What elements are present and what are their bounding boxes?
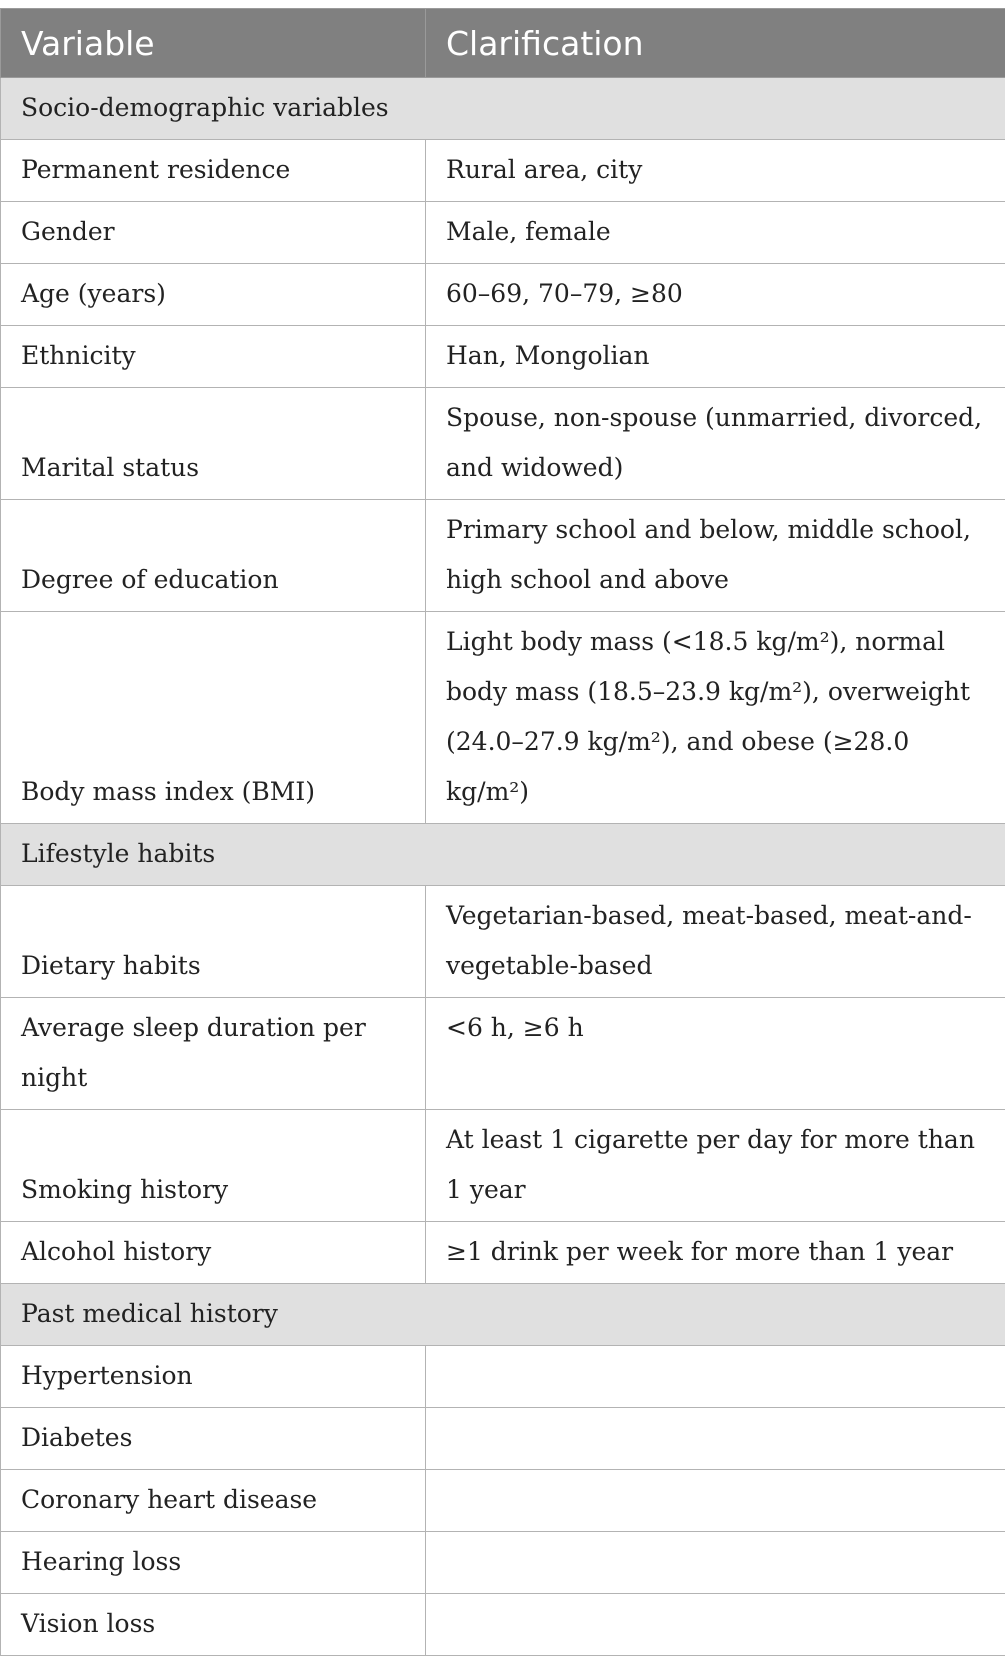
variable-cell: Dietary habits bbox=[1, 886, 426, 998]
table-row bbox=[1, 998, 1005, 1110]
clarification-cell: Primary school and below, middle school, high school and above bbox=[426, 500, 1005, 612]
variable-cell: Body mass index (BMI) bbox=[1, 612, 426, 824]
section-title: Socio-demographic variables bbox=[1, 78, 1005, 140]
clarification-cell bbox=[426, 1470, 1005, 1532]
clarification-cell bbox=[426, 1346, 1005, 1408]
section-row bbox=[1, 78, 1005, 140]
section-title: Lifestyle habits bbox=[1, 824, 1005, 886]
table-header-row bbox=[1, 9, 1005, 78]
variable-cell: Diabetes bbox=[1, 1408, 426, 1470]
header-variable: Variable bbox=[1, 9, 426, 78]
table-row bbox=[1, 1222, 1005, 1284]
variable-cell: Age (years) bbox=[1, 264, 426, 326]
variable-cell: Vision loss bbox=[1, 1594, 426, 1656]
table-row bbox=[1, 1470, 1005, 1532]
variable-cell: Marital status bbox=[1, 388, 426, 500]
clarification-cell: <6 h, ≥6 h bbox=[426, 998, 1005, 1110]
table-row bbox=[1, 1408, 1005, 1470]
table-row bbox=[1, 326, 1005, 388]
variable-cell: Smoking history bbox=[1, 1110, 426, 1222]
clarification-cell: Vegetarian-based, meat-based, meat-and-vegetable-based bbox=[426, 886, 1005, 998]
table-row bbox=[1, 140, 1005, 202]
clarification-cell: Spouse, non-spouse (unmarried, divorced, and widowed) bbox=[426, 388, 1005, 500]
clarification-cell: Rural area, city bbox=[426, 140, 1005, 202]
clarification-cell: Male, female bbox=[426, 202, 1005, 264]
variable-cell: Degree of education bbox=[1, 500, 426, 612]
clarification-cell: 60–69, 70–79, ≥80 bbox=[426, 264, 1005, 326]
table-row bbox=[1, 388, 1005, 500]
variable-cell: Coronary heart disease bbox=[1, 1470, 426, 1532]
table-row bbox=[1, 612, 1005, 824]
section-row bbox=[1, 1284, 1005, 1346]
clarification-cell: Han, Mongolian bbox=[426, 326, 1005, 388]
section-row bbox=[1, 824, 1005, 886]
variable-cell: Alcohol history bbox=[1, 1222, 426, 1284]
table-row bbox=[1, 1346, 1005, 1408]
clarification-cell: Light body mass (<18.5 kg/m²), normal body mass (18.5–23.9 kg/m²), overweight (24.0–27.9 kg/m²), and obese (≥28.0 kg/m²) bbox=[426, 612, 1005, 824]
variable-cell: Hearing loss bbox=[1, 1532, 426, 1594]
clarification-cell bbox=[426, 1408, 1005, 1470]
variable-cell: Average sleep duration per night bbox=[1, 998, 426, 1110]
variable-cell: Permanent residence bbox=[1, 140, 426, 202]
table-row bbox=[1, 1594, 1005, 1656]
variable-cell: Hypertension bbox=[1, 1346, 426, 1408]
clarification-cell: At least 1 cigarette per day for more than 1 year bbox=[426, 1110, 1005, 1222]
table-row bbox=[1, 500, 1005, 612]
clarification-cell: ≥1 drink per week for more than 1 year bbox=[426, 1222, 1005, 1284]
table-row bbox=[1, 1110, 1005, 1222]
variable-cell: Gender bbox=[1, 202, 426, 264]
variable-cell: Ethnicity bbox=[1, 326, 426, 388]
table-row bbox=[1, 264, 1005, 326]
variables-table bbox=[0, 8, 1005, 1656]
table-row bbox=[1, 886, 1005, 998]
clarification-cell bbox=[426, 1594, 1005, 1656]
header-clarification: Clarification bbox=[426, 9, 1005, 78]
section-title: Past medical history bbox=[1, 1284, 1005, 1346]
table-row bbox=[1, 202, 1005, 264]
